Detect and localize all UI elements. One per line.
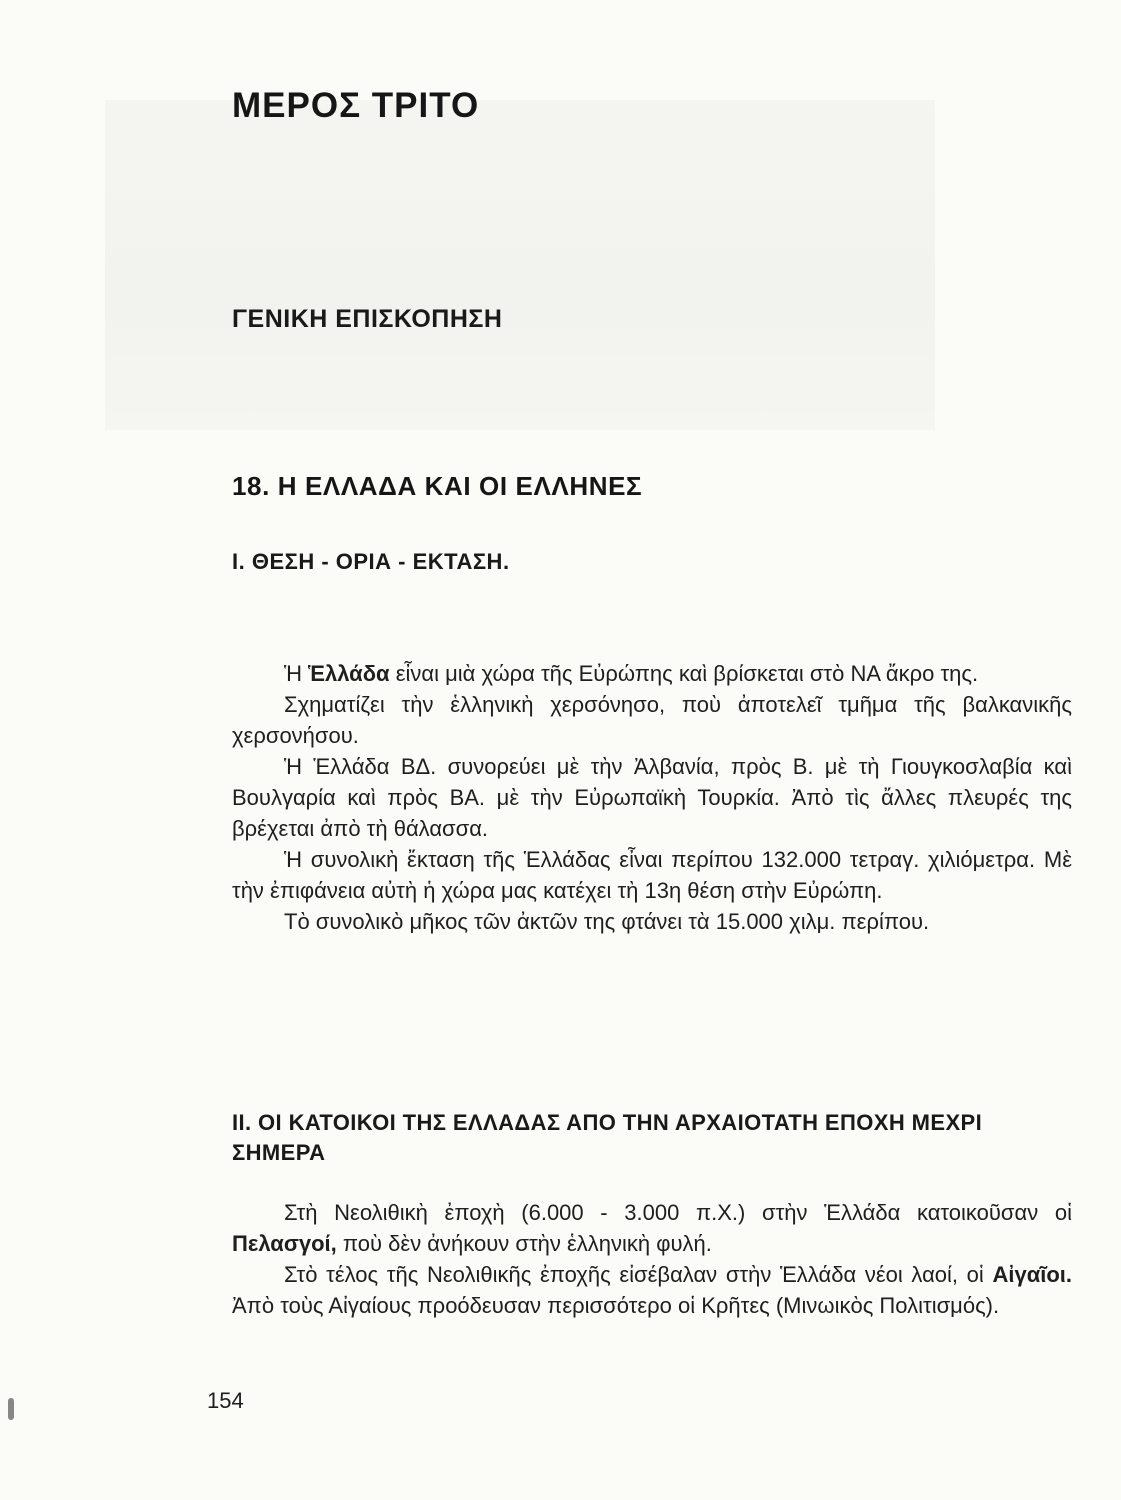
margin-mark — [8, 1398, 14, 1420]
chapter-title: 18. Η ΕΛΛΑΔΑ ΚΑΙ ΟΙ ΕΛΛΗΝΕΣ — [232, 471, 643, 501]
paragraph: Ἡ συνολικὴ ἔκταση τῆς Ἑλλάδας εἶναι περίπου 132.000 τετραγ. χιλιόμετρα. Μὲ τὴν ἐπιφάνεια αὐτὴ ἡ χώρα μας κατέχει τὴ 13η θέση στὴν Εὐρώπη. — [232, 847, 1072, 903]
paragraph: Ἡ Ἑλλάδα ΒΔ. συνορεύει μὲ τὴν Ἀλβανία, πρὸς Β. μὲ τὴ Γιουγκοσλαβία καὶ Βουλγαρία καὶ πρὸς ΒΑ. μὲ τὴν Εὐρωπαϊκὴ Τουρκία. Ἀπὸ τὶς ἄλλες πλευρές της βρέχεται ἀπὸ τὴ θάλασσα. — [232, 754, 1072, 841]
show-through-photo — [105, 100, 935, 430]
paragraph: Ἡ Ἑλλάδα εἶναι μιὰ χώρα τῆς Εὐρώπης καὶ βρίσκεται στὸ ΝΑ ἄκρο της. — [284, 661, 979, 686]
paragraph: Σχηματίζει τὴν ἑλληνικὴ χερσόνησο, ποὺ ἀποτελεῖ τμῆμα τῆς βαλκανικῆς χερσονήσου. — [232, 692, 1072, 748]
section-1-heading: Ι. ΘΕΣΗ - ΟΡΙΑ - ΕΚΤΑΣΗ. — [232, 549, 510, 574]
section-2-body — [232, 1197, 1072, 1321]
section-2-heading: ΙΙ. ΟΙ ΚΑΤΟΙΚΟΙ ΤΗΣ ΕΛΛΑΔΑΣ ΑΠΟ ΤΗΝ ΑΡΧΑΙΟΤΑΤΗ ΕΠΟΧΗ ΜΕΧΡΙ ΣΗΜΕΡΑ — [232, 1110, 983, 1165]
paragraph: Τὸ συνολικὸ μῆκος τῶν ἀκτῶν της φτάνει τὰ 15.000 χιλμ. περίπου. — [284, 909, 930, 934]
part-title: ΜΕΡΟΣ ΤΡΙΤΟ — [232, 86, 480, 125]
paragraph: Στὴ Νεολιθικὴ ἐποχὴ (6.000 - 3.000 π.Χ.) στὴν Ἑλλάδα κατοικοῦσαν οἱ Πελασγοί, ποὺ δὲν ἀνήκουν στὴν ἑλληνικὴ φυλή. — [232, 1200, 1072, 1256]
section-1-body — [232, 658, 1072, 937]
overview-title: ΓΕΝΙΚΗ ΕΠΙΣΚΟΠΗΣΗ — [232, 305, 503, 333]
page-number: 154 — [207, 1388, 244, 1413]
paragraph: Στὸ τέλος τῆς Νεολιθικῆς ἐποχῆς εἰσέβαλαν στὴν Ἑλλάδα νέοι λαοί, οἱ Αἰγαῖοι. Ἀπὸ τοὺς Αἰγαίους προόδευσαν περισσότερο οἱ Κρῆτες (Μινωικὸς Πολιτισμός). — [232, 1262, 1072, 1318]
